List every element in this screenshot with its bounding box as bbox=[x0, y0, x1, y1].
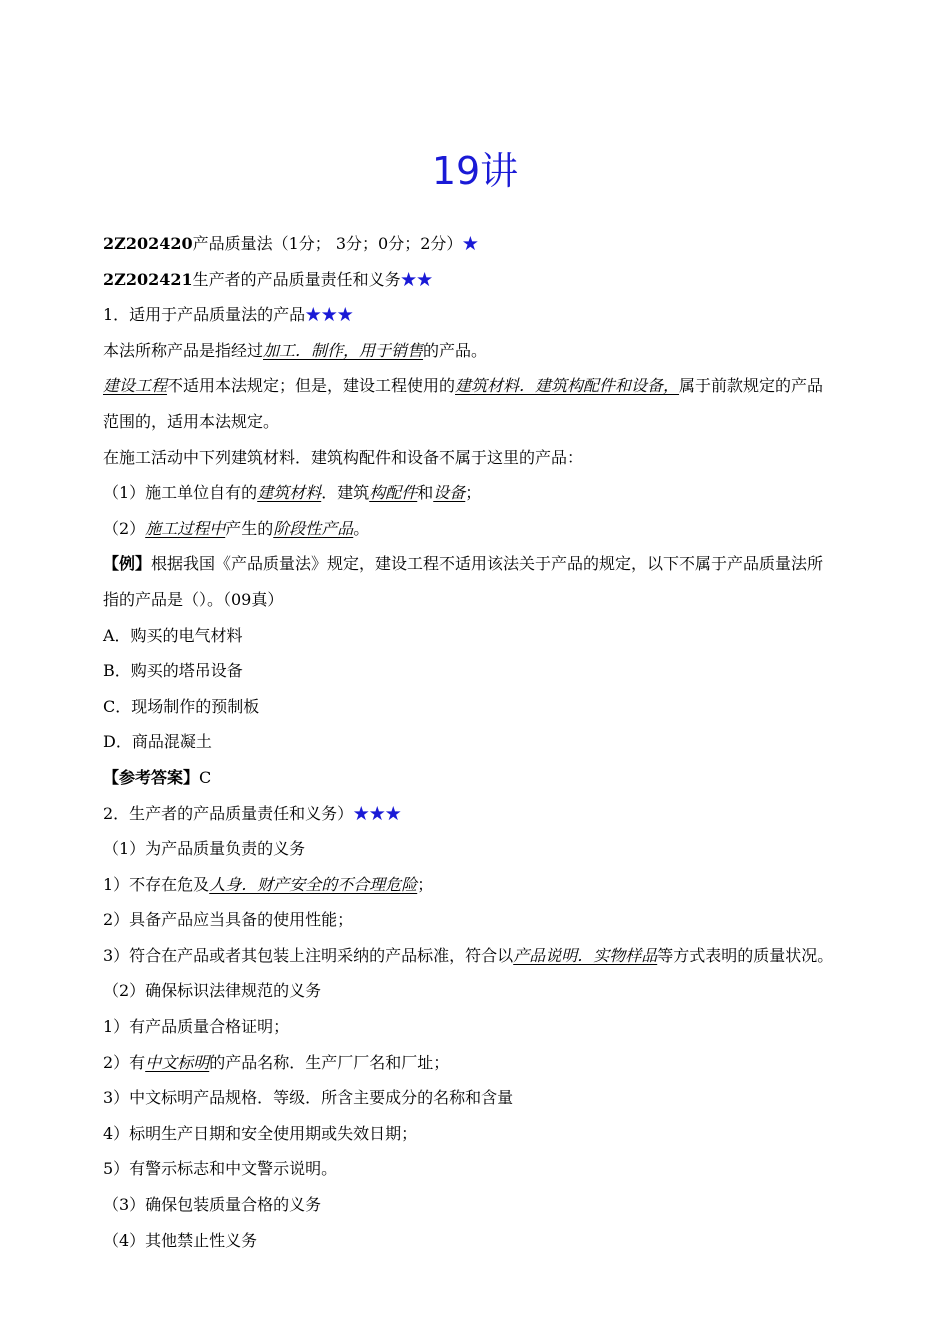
text: 不适用本法规定；但是，建设工程使用的 bbox=[167, 376, 456, 396]
paragraph bbox=[103, 333, 838, 369]
sub-point: （1）为产品质量负责的义务 bbox=[103, 839, 306, 859]
key-term: 构配件 bbox=[369, 483, 418, 503]
list-item bbox=[103, 511, 838, 547]
list-item bbox=[103, 475, 838, 511]
text: 2）有 bbox=[103, 1052, 146, 1072]
subsection-text: 生产者的产品质量责任和义务 bbox=[192, 269, 401, 289]
key-term: 建设工程 bbox=[103, 376, 168, 396]
key-term: 设备 bbox=[433, 483, 466, 503]
option-a: A．购买的电气材料 bbox=[103, 625, 243, 645]
text: （1）施工单位自有的 bbox=[103, 483, 258, 503]
paragraph bbox=[103, 368, 838, 439]
list-item: 3）中文标明产品规格．等级．所含主要成分的名称和含量 bbox=[103, 1088, 514, 1108]
key-term: 人身．财产安全的不合理危险 bbox=[209, 874, 418, 894]
text: 产生的 bbox=[225, 518, 274, 538]
text: ．建筑 bbox=[321, 483, 370, 503]
list-item: 4）标明生产日期和安全使用期或失效日期； bbox=[103, 1123, 418, 1143]
document-body bbox=[103, 226, 838, 1258]
key-term: 建筑材料 bbox=[257, 483, 322, 503]
key-term: 产品说明．实物样品 bbox=[513, 945, 658, 965]
question-text: 根据我国《产品质量法》规定，建设工程不适用该法关于产品的规定，以下不属于产品质量法所指的产品是（）。（09真） bbox=[103, 554, 824, 609]
page-title: 19讲 bbox=[431, 149, 519, 193]
answer-value: C bbox=[199, 767, 212, 787]
section-code: 2Z202420 bbox=[103, 234, 193, 253]
subsection-code: 2Z202421 bbox=[103, 269, 193, 289]
sub-point: （2）确保标识法律规范的义务 bbox=[103, 981, 322, 1001]
key-term: 加工．制作，用于销售 bbox=[263, 340, 424, 360]
key-term: 施工过程中 bbox=[145, 518, 226, 538]
point-heading bbox=[103, 297, 838, 333]
text: （2） bbox=[103, 518, 146, 538]
star-icon: ★★ bbox=[400, 269, 433, 289]
text: 1）不存在危及 bbox=[103, 874, 210, 894]
example-question bbox=[103, 546, 838, 617]
star-icon: ★★★ bbox=[305, 305, 354, 325]
list-item: 1）有产品质量合格证明； bbox=[103, 1017, 290, 1037]
sub-point: （4）其他禁止性义务 bbox=[103, 1230, 258, 1250]
text: ； bbox=[465, 483, 482, 503]
key-term: 阶段性产品 bbox=[273, 518, 354, 538]
sub-point: （3）确保包装质量合格的义务 bbox=[103, 1195, 322, 1215]
text: 在施工活动中下列建筑材料．建筑构配件和设备不属于这里的产品： bbox=[103, 447, 584, 467]
text: 本法所称产品是指经过 bbox=[103, 340, 264, 360]
text: 的产品名称．生产厂厂名和厂址； bbox=[209, 1052, 450, 1072]
point-heading bbox=[103, 796, 838, 832]
list-item bbox=[103, 867, 838, 903]
answer-tag: 【参考答案】 bbox=[103, 767, 200, 787]
key-term: 中文标明 bbox=[145, 1052, 210, 1072]
example-tag: 【例】 bbox=[103, 554, 152, 574]
text: 等方式表明的质量状况。 bbox=[657, 945, 834, 965]
paragraph bbox=[103, 440, 838, 476]
answer bbox=[103, 760, 838, 796]
point-text: 2．生产者的产品质量责任和义务） bbox=[103, 803, 354, 823]
section-text: 产品质量法（1分； 3分；0分；2分） bbox=[192, 234, 463, 253]
option-d: D．商品混凝土 bbox=[103, 732, 212, 752]
text: 3）符合在产品或者其包装上注明采纳的产品标准，符合以 bbox=[103, 945, 514, 965]
text: ； bbox=[417, 874, 434, 894]
option-c: C．现场制作的预制板 bbox=[103, 696, 260, 716]
list-item: 2）具备产品应当具备的使用性能； bbox=[103, 910, 354, 930]
text: 和 bbox=[417, 483, 434, 503]
text: 属于前款规定的产品范围的，适用本法规定。 bbox=[103, 376, 824, 431]
subsection-heading bbox=[103, 262, 838, 298]
list-item bbox=[103, 1045, 838, 1081]
list-item: 5）有警示标志和中文警示说明。 bbox=[103, 1159, 338, 1179]
option-b: B．购买的塔吊设备 bbox=[103, 661, 243, 681]
point-text: 1．适用于产品质量法的产品 bbox=[103, 305, 306, 325]
star-icon: ★★★ bbox=[353, 803, 402, 823]
key-term: 建筑材料．建筑构配件和设备， bbox=[455, 376, 680, 396]
section-heading bbox=[103, 226, 838, 262]
list-item bbox=[103, 938, 838, 974]
star-icon: ★ bbox=[462, 234, 479, 253]
text: 。 bbox=[353, 518, 370, 538]
text: 的产品。 bbox=[423, 340, 488, 360]
